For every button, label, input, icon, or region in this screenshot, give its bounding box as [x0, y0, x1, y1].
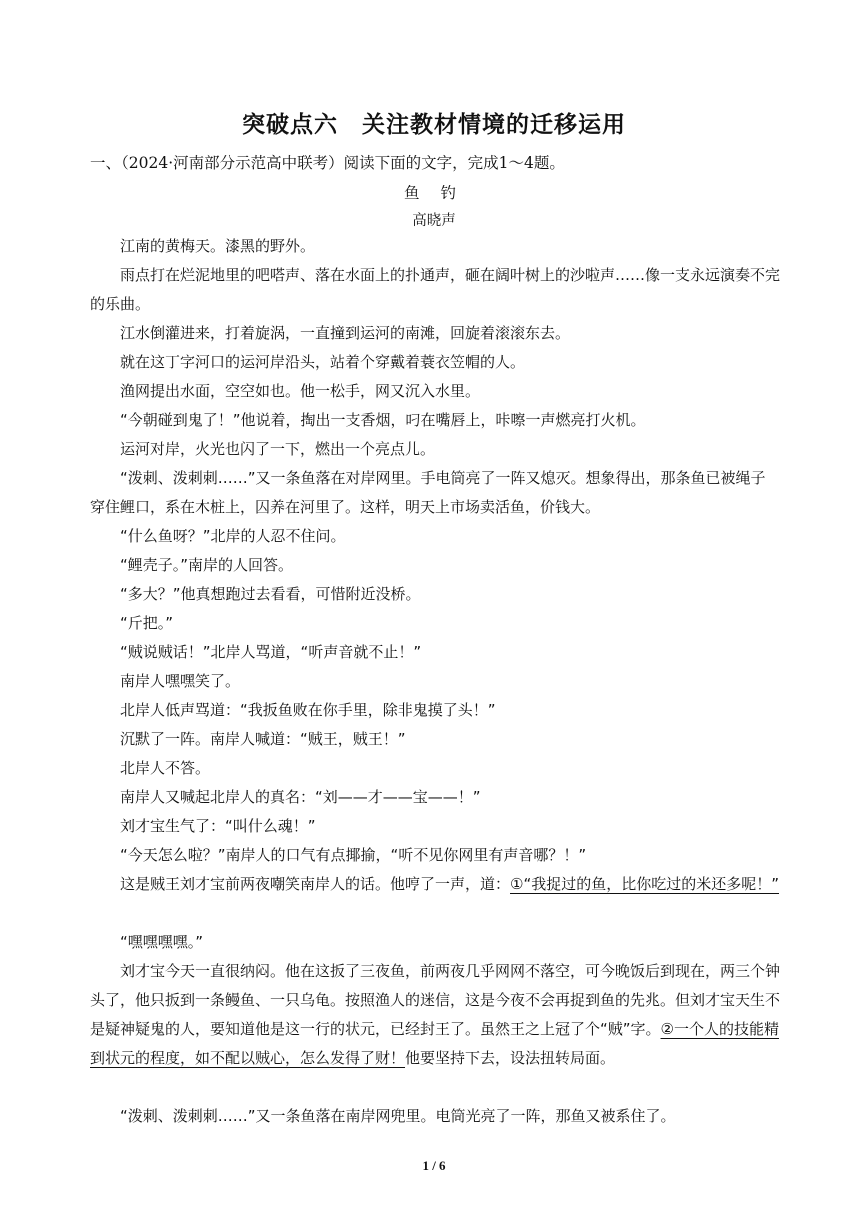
page-number: 1 / 6: [422, 1158, 446, 1173]
paragraph: 南岸人又喊起北岸人的真名：“刘——才——宝——！”: [120, 788, 481, 806]
paragraph: “斤把。”: [120, 614, 174, 632]
paragraph: “贼说贼话！”北岸人骂道，“听声音就不止！”: [120, 643, 422, 661]
story-author: 高晓声: [412, 213, 456, 229]
paragraph: “多大？”他真想跑过去看看，可惜附近没桥。: [120, 585, 421, 603]
paragraph: 雨点打在烂泥地里的吧嗒声、落在水面上的扑通声，砸在阔叶树上的沙啦声……像一支永远演奏不完的乐曲。: [90, 266, 781, 313]
page-title: 突破点六 关注教材情境的迁移运用: [242, 112, 626, 138]
paragraph: “泼刺、泼刺刺……”又一条鱼落在南岸网兜里。电筒光亮了一阵，那鱼又被系住了。: [120, 1107, 676, 1125]
paragraph: 运河对岸，火光也闪了一下，燃出一个亮点儿。: [120, 440, 436, 458]
paragraph: 江水倒灌进来，打着旋涡，一直撞到运河的南滩，回旋着滚滚东去。: [120, 324, 571, 342]
paragraph-text: 他要坚持下去，设法扭转局面。: [405, 1049, 616, 1067]
paragraph: 刘才宝生气了：“叫什么魂！”: [120, 817, 316, 835]
story-title: 鱼 钓: [404, 184, 464, 202]
paragraph-with-underline-1: [90, 870, 780, 899]
paragraph: 就在这丁字河口的运河岸沿头，站着个穿戴着蓑衣笠帽的人。: [120, 353, 526, 371]
paragraph: 江南的黄梅天。漆黑的野外。: [120, 237, 316, 255]
paragraph: “什么鱼呀？”北岸的人忍不住问。: [120, 527, 346, 545]
paragraph: “嘿嘿嘿嘿。”: [120, 933, 204, 951]
paragraph-text: 这是贼王刘才宝前两夜嘲笑南岸人的话。他哼了一声，道：: [120, 875, 511, 893]
paragraph: 沉默了一阵。南岸人喊道：“贼王，贼王！”: [120, 730, 406, 748]
paragraph: “今天怎么啦？”南岸人的口气有点揶揄，“听不见你网里有声音哪？！”: [120, 846, 587, 864]
paragraph: 渔网提出水面，空空如也。他一松手，网又沉入水里。: [120, 382, 481, 400]
underlined-sentence-1: ①“我捉过的鱼，比你吃过的米还多呢！”: [510, 875, 780, 893]
paragraph: “今朝碰到鬼了！”他说着，掏出一支香烟，叼在嘴唇上，咔嚓一声燃亮打火机。: [120, 411, 646, 429]
paragraph: “泼刺、泼刺刺……”又一条鱼落在对岸网里。手电筒亮了一阵又熄灭。想象得出，那条鱼已被绳子穿住鲤口，系在木桩上，囚养在河里了。这样，明天上市场卖活鱼，价钱大。: [90, 469, 766, 516]
paragraph: “鲤壳子。”南岸的人回答。: [120, 556, 294, 574]
paragraph-text: 刘才宝今天一直很纳闷。他在这扳了三夜鱼，前两夜几乎网网不落空，可今晚饭后到现在，两三个钟头了，他只扳到一条鳗鱼、一只乌龟。按照渔人的迷信，这是今夜不会再捉到鱼的先兆。但刘才宝天生不是疑神疑鬼的人，要知道他是这一行的状元，已经封王了。虽然王之上冠了个“贼”字。: [90, 962, 781, 1038]
question-instruction: 一、（2024·河南部分示范高中联考）阅读下面的文字，完成1～4题。: [90, 154, 565, 172]
paragraph: 南岸人嘿嘿笑了。: [120, 672, 241, 690]
paragraph-with-underline-2: [90, 957, 780, 1073]
underlined-sentence-2: ②一个人的技能精到状元的程度，如不配以贼心，怎么发得了财！: [90, 1020, 779, 1067]
paragraph: 北岸人不答。: [120, 759, 211, 777]
paragraph: 北岸人低声骂道：“我扳鱼败在你手里，除非鬼摸了头！”: [120, 701, 496, 719]
